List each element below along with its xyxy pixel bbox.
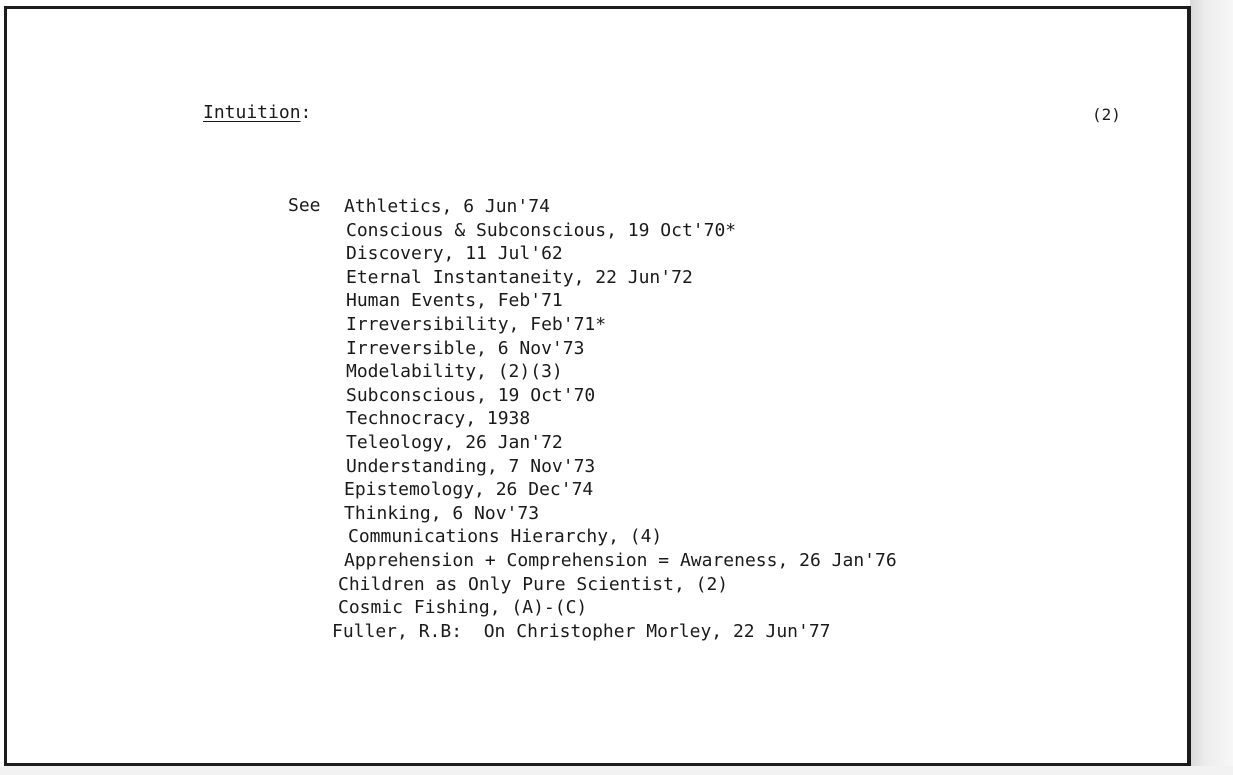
list-item: Communications Hierarchy, (4) xyxy=(348,526,663,548)
bottom-edge xyxy=(0,766,1233,775)
list-item: Irreversibility, Feb'71* xyxy=(346,313,607,335)
list-item: Conscious & Subconscious, 19 Oct'70* xyxy=(346,219,737,241)
list-item: Apprehension + Comprehension = Awareness, 26 Jan'76 xyxy=(344,549,897,571)
list-item: Thinking, 6 Nov'73 xyxy=(344,502,540,524)
list-item: Children as Only Pure Scientist, (2) xyxy=(338,573,729,595)
list-item: Athletics, 6 Jun'74 xyxy=(344,196,550,217)
list-item: Subconscious, 19 Oct'70 xyxy=(346,384,596,406)
list-item: Discovery, 11 Jul'62 xyxy=(346,243,563,265)
cross-reference-list xyxy=(332,195,897,643)
list-item: Teleology, 26 Jan'72 xyxy=(346,431,563,453)
list-item: Human Events, Feb'71 xyxy=(346,290,563,312)
see-label: See xyxy=(288,195,321,216)
page-number: (2) xyxy=(1092,105,1121,124)
page-heading xyxy=(203,102,311,124)
list-item: Irreversible, 6 Nov'73 xyxy=(346,337,585,359)
list-item: Understanding, 7 Nov'73 xyxy=(346,455,596,477)
list-item: Fuller, R.B: On Christopher Morley, 22 Jun'77 xyxy=(332,620,831,642)
list-item: Cosmic Fishing, (A)-(C) xyxy=(338,597,588,619)
list-item: Eternal Instantaneity, 22 Jun'72 xyxy=(346,266,693,288)
list-item: Technocracy, 1938 xyxy=(346,408,531,430)
page-edge-shadow xyxy=(1190,0,1233,775)
list-item: Modelability, (2)(3) xyxy=(346,361,563,383)
heading-title: Intuition xyxy=(203,102,301,123)
list-item: Epistemology, 26 Dec'74 xyxy=(344,479,594,501)
heading-colon: : xyxy=(300,102,312,123)
